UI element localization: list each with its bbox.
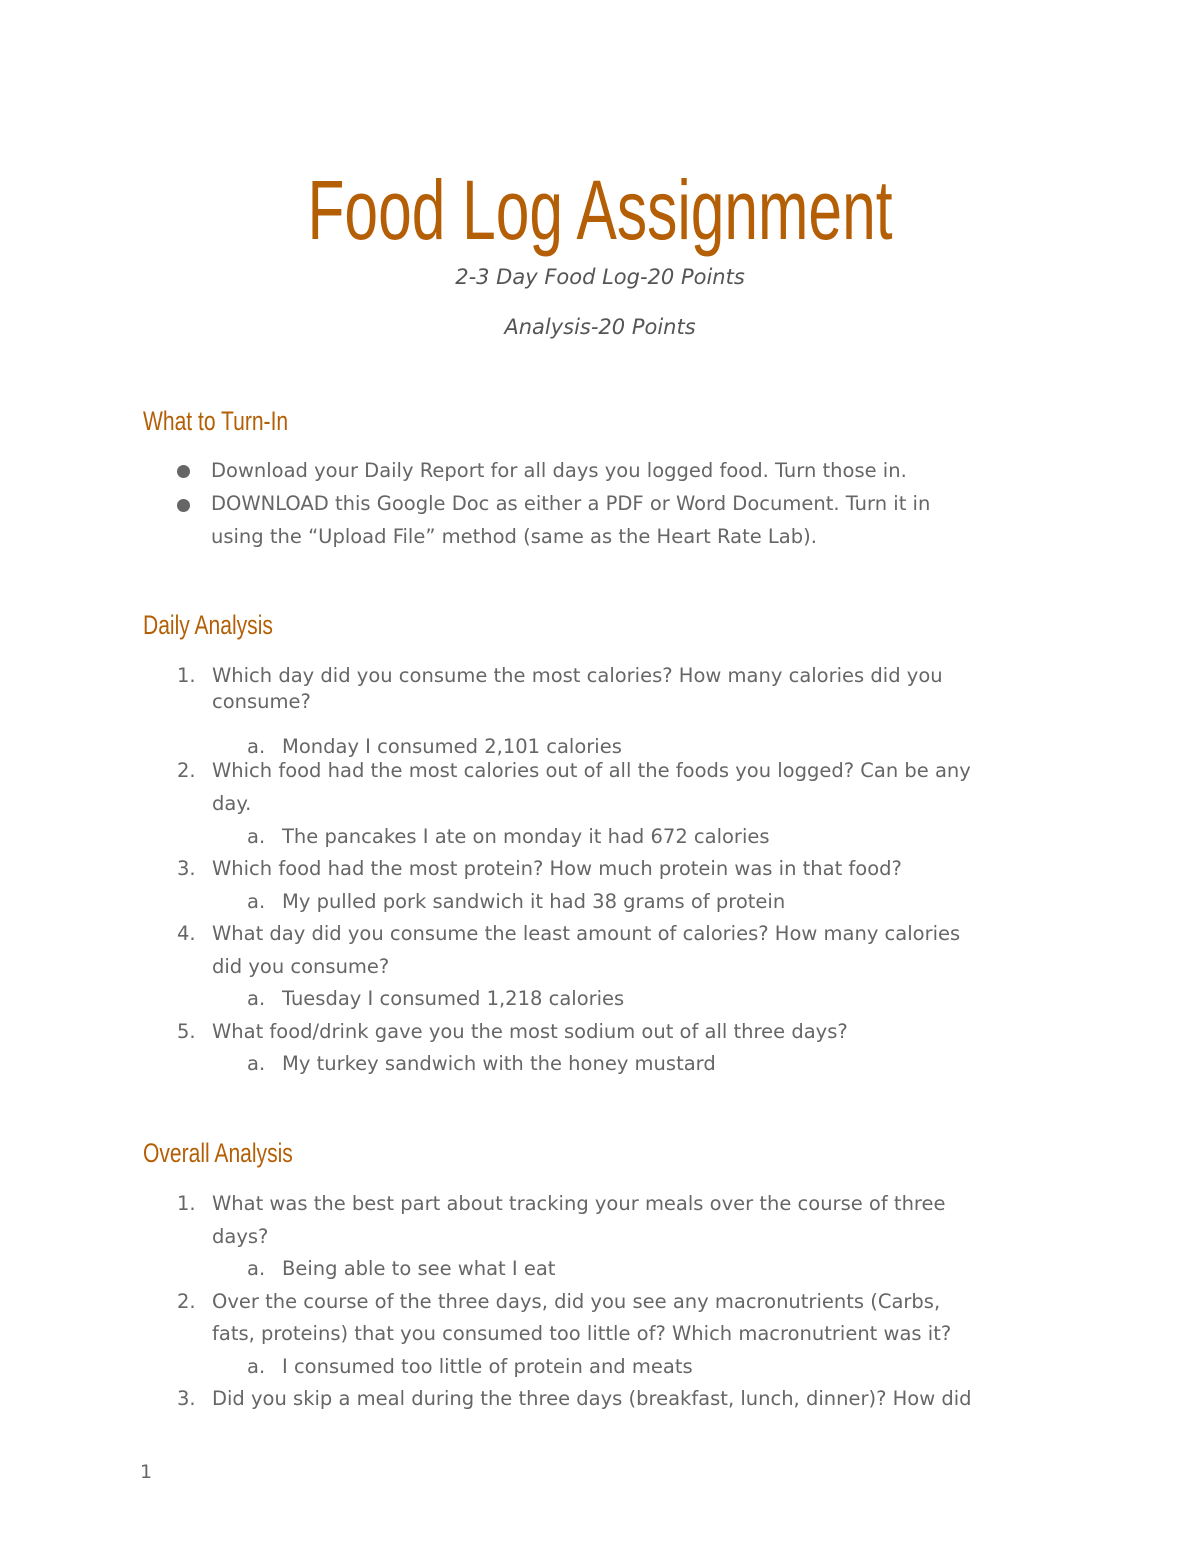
- answer-text: I consumed too little of protein and meats: [282, 1355, 693, 1378]
- question-text: Which food had the most protein? How much protein was in that food?: [212, 857, 902, 880]
- answer-text: My pulled pork sandwich it had 38 grams of protein: [282, 890, 786, 913]
- answer-text: The pancakes I ate on monday it had 672 calories: [282, 825, 770, 848]
- question-text-continued: fats, proteins) that you consumed too little of? Which macronutrient was it?: [212, 1322, 952, 1345]
- section-heading-daily-analysis: Daily Analysis: [143, 610, 273, 640]
- document-subtitle-analysis: Analysis-20 Points: [504, 315, 696, 339]
- question-text: Over the course of the three days, did you see any macronutrients (Carbs,: [212, 1290, 941, 1313]
- answer-text: Being able to see what I eat: [282, 1257, 556, 1280]
- bullet-icon: [177, 465, 190, 478]
- list-number: 2.: [177, 1290, 196, 1313]
- list-number: 1.: [177, 664, 196, 687]
- list-number: 2.: [177, 759, 196, 782]
- answer-letter: a.: [247, 890, 266, 913]
- question-text: Which day did you consume the most calories? How many calories did you: [212, 664, 943, 687]
- document-title: Food Log Assignment: [307, 163, 893, 257]
- answer-text: My turkey sandwich with the honey mustard: [282, 1052, 716, 1075]
- list-number: 3.: [177, 857, 196, 880]
- bullet-text: Download your Daily Report for all days you logged food. Turn those in.: [211, 459, 907, 482]
- answer-letter: a.: [247, 1052, 266, 1075]
- answer-letter: a.: [247, 987, 266, 1010]
- section-heading-overall-analysis: Overall Analysis: [143, 1138, 293, 1168]
- bullet-icon: [177, 499, 190, 512]
- list-number: 4.: [177, 922, 196, 945]
- list-number: 1.: [177, 1192, 196, 1215]
- answer-letter: a.: [247, 1355, 266, 1378]
- question-text-continued: consume?: [212, 690, 311, 713]
- section-heading-turn-in: What to Turn-In: [143, 406, 289, 436]
- question-text: What food/drink gave you the most sodium out of all three days?: [212, 1020, 848, 1043]
- answer-text: Tuesday I consumed 1,218 calories: [282, 987, 625, 1010]
- answer-letter: a.: [247, 1257, 266, 1280]
- question-text: Did you skip a meal during the three days (breakfast, lunch, dinner)? How did: [212, 1387, 972, 1410]
- question-text-continued: day.: [212, 792, 252, 815]
- bullet-text: DOWNLOAD this Google Doc as either a PDF or Word Document. Turn it in: [211, 492, 931, 515]
- bullet-text-continued: using the “Upload File” method (same as the Heart Rate Lab).: [211, 525, 817, 548]
- question-text: Which food had the most calories out of all the foods you logged? Can be any: [212, 759, 971, 782]
- page-number: 1: [140, 1461, 153, 1483]
- list-number: 5.: [177, 1020, 196, 1043]
- question-text: What was the best part about tracking your meals over the course of three: [212, 1192, 946, 1215]
- question-text-continued: days?: [212, 1225, 269, 1248]
- question-text: What day did you consume the least amount of calories? How many calories: [212, 922, 961, 945]
- list-number: 3.: [177, 1387, 196, 1410]
- document-subtitle-points: 2-3 Day Food Log-20 Points: [455, 265, 745, 289]
- answer-text: Monday I consumed 2,101 calories: [282, 735, 622, 758]
- question-text-continued: did you consume?: [212, 955, 390, 978]
- answer-letter: a.: [247, 825, 266, 848]
- answer-letter: a.: [247, 735, 266, 758]
